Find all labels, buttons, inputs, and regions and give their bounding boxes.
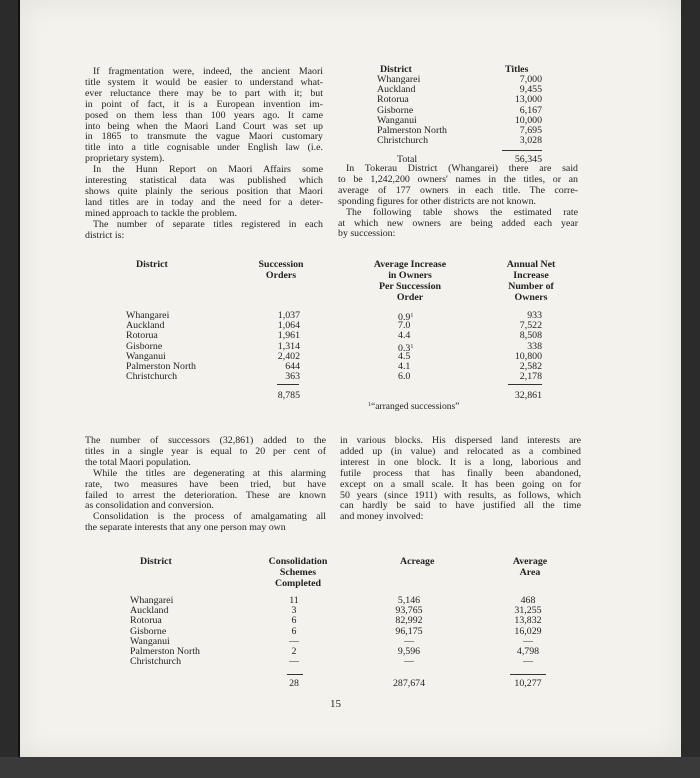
left-paragraphs-middle — [85, 436, 326, 534]
table-cell-district: Whangarei — [126, 310, 170, 321]
table-cell-district: Wanganui — [377, 114, 417, 126]
text-line: interesting statistical data was published which — [85, 175, 323, 187]
table-cell-orders: 1,037 — [277, 310, 300, 321]
table-cell-schemes: — — [289, 635, 299, 647]
table-cell-district: Palmerston North — [377, 124, 447, 136]
text-line: While the titles are degenerating at this alarming — [93, 467, 326, 479]
cons-acreage-column — [386, 596, 432, 667]
table-cell-district: Auckland — [377, 84, 416, 96]
table-cell-orders: 2,402 — [277, 350, 300, 362]
text-line: 50 years (since 1911) with results, as follows, which — [340, 489, 581, 501]
text-line: The following table shows the estimated rate — [346, 206, 578, 218]
table-cell-district: Rotorua — [377, 94, 409, 106]
table-cell-acreage: 82,992 — [395, 615, 423, 627]
succ-header-average: Average Increase in Owners Per Succession Order — [373, 259, 447, 303]
table-cell-area: — — [523, 635, 533, 647]
table-cell-average: 4.4 — [398, 330, 411, 342]
table-cell-titles: 7,695 — [519, 124, 542, 136]
table-cell-net: 933 — [527, 310, 542, 321]
cons-schemes-total: 28 — [289, 678, 299, 689]
table-cell-district: Wanganui — [130, 635, 170, 647]
table-cell-schemes: 3 — [291, 605, 297, 617]
cons-area-total: 10,277 — [514, 678, 542, 689]
table-cell-net: 2,582 — [519, 360, 542, 372]
text-line: shows quite plainly the serious position that Maori — [85, 185, 323, 197]
right-paragraphs-middle — [340, 436, 581, 523]
cons-area-rule — [510, 674, 546, 675]
cons-schemes-rule — [287, 674, 303, 675]
table-cell-acreage: — — [404, 635, 414, 647]
text-line: in various blocks. His dispersed land interests are — [340, 435, 581, 446]
table-cell-average: 4.1 — [398, 360, 411, 372]
text-line: The number of separate titles registered in each — [93, 218, 323, 230]
text-line: land titles are in today and the need for a deter- — [85, 196, 323, 208]
table-cell-average: 7.0 — [398, 320, 411, 332]
text-line: as consolidation and conversion. — [85, 500, 214, 512]
table-cell-titles: 7,000 — [519, 74, 542, 85]
text-line: to be 1,242,200 owners' names in the titles, or an — [338, 173, 578, 185]
table-cell-district: Christchurch — [126, 371, 178, 383]
text-line: into being when the Maori Land Court was set up — [85, 120, 323, 132]
titles-header-titles: Titles — [505, 64, 529, 75]
table-cell-titles: 10,000 — [514, 114, 542, 126]
table-cell-acreage: 96,175 — [395, 625, 423, 637]
cons-area-column — [508, 596, 548, 667]
text-line: Consolidation is the process of amalgamating all — [93, 511, 326, 523]
left-paragraphs-top — [85, 67, 323, 242]
table-cell-titles: 13,000 — [514, 94, 542, 106]
table-cell-net: 2,178 — [519, 371, 542, 383]
table-cell-district: Palmerston North — [130, 645, 200, 657]
titles-district-column — [377, 75, 447, 146]
table-cell-district: Whangarei — [130, 595, 174, 606]
text-line: interest in one block. It is a long, laborious and — [340, 456, 581, 468]
table-cell-district: Wanganui — [126, 350, 166, 362]
table-cell-schemes: 11 — [289, 595, 299, 606]
table-cell-area: 468 — [520, 595, 536, 606]
text-line: failed to arrest the deterioration. These are known — [85, 489, 326, 501]
text-line: average of 177 owners in each title. The corre- — [338, 184, 578, 196]
text-line: If fragmentation were, indeed, the ancient Maori — [93, 66, 323, 77]
table-cell-orders: 1,064 — [277, 320, 300, 332]
table-cell-district: Palmerston North — [126, 360, 196, 372]
table-cell-net: 8,508 — [519, 330, 542, 342]
table-cell-acreage: — — [404, 656, 414, 668]
succ-net-column — [500, 311, 542, 382]
text-line: except on a small scale. It has been going on for — [340, 478, 581, 490]
scan-border — [0, 757, 700, 778]
text-line: rate, two measures have been tried, but have — [85, 478, 326, 490]
cons-header-district: District — [140, 556, 172, 567]
table-cell-average: 6.0 — [398, 371, 411, 383]
succ-header-net: Annual Net Increase Number of Owners — [506, 259, 556, 303]
binding-edge — [18, 0, 20, 757]
table-cell-acreage: 93,765 — [395, 605, 423, 617]
text-line: title into a title cognisable under English law (i.e. — [85, 142, 323, 154]
table-cell-district: Gisborne — [377, 104, 414, 116]
table-cell-orders: 363 — [285, 371, 300, 383]
table-cell-titles: 9,455 — [519, 84, 542, 96]
succ-footnote: $^1$“arranged successions” — [368, 402, 460, 412]
table-cell-net: 10,800 — [514, 350, 542, 362]
text-line: In the Hunn Report on Maori Affairs some — [93, 164, 323, 176]
text-line: added up (in value) and relocated as a combined — [340, 445, 581, 457]
table-cell-district: Gisborne — [126, 340, 163, 352]
text-line: posed on them less than 100 years ago. It came — [85, 109, 323, 121]
table-cell-orders: 1,961 — [277, 330, 300, 342]
table-cell-schemes: — — [289, 656, 299, 668]
succ-net-total: 32,861 — [514, 390, 542, 401]
cons-header-area: Average Area — [512, 556, 548, 578]
titles-total-value: 56,345 — [514, 154, 542, 165]
text-line: title system it would be easier to understand what- — [85, 76, 323, 88]
table-cell-average: $0.9^1$ — [398, 312, 414, 323]
text-line: The number of successors (32,861) added to the — [85, 435, 326, 446]
table-cell-schemes: 2 — [291, 645, 297, 657]
table-cell-net: 7,522 — [519, 320, 542, 332]
table-cell-titles: 6,167 — [519, 104, 542, 116]
table-cell-net: 338 — [527, 340, 542, 352]
text-line: sponding figures for other districts are not known. — [338, 195, 537, 207]
right-paragraphs-top — [338, 164, 578, 240]
table-cell-area: 4,798 — [516, 645, 540, 657]
table-cell-area: 13,832 — [514, 615, 542, 627]
table-cell-district: Whangarei — [377, 74, 421, 85]
text-line: ever reluctance there may be to part with it; but — [85, 87, 323, 99]
table-cell-district: Gisborne — [130, 625, 167, 637]
table-cell-district: Rotorua — [126, 330, 158, 342]
succ-average-column — [398, 311, 413, 382]
table-cell-schemes: 6 — [291, 615, 297, 627]
succ-header-orders: Succession Orders — [258, 259, 304, 281]
table-cell-average: 4.5 — [398, 350, 411, 362]
table-cell-acreage: 5,146 — [397, 595, 421, 606]
text-line: futile process that has finally been abandoned, — [340, 467, 581, 479]
text-line: in 1865 to transmute the vague Maori customary — [85, 131, 323, 143]
text-line: at which new owners are being added each year — [338, 217, 578, 229]
succ-district-column — [126, 311, 196, 382]
table-cell-schemes: 6 — [291, 625, 297, 637]
titles-total-label: Total — [397, 154, 418, 165]
text-line: district is: — [85, 229, 125, 241]
text-line: In Tokerau District (Whangarei) there are said — [346, 163, 578, 174]
titles-header-district: District — [380, 64, 412, 75]
titles-value-column — [500, 75, 542, 146]
succ-header-district: District — [136, 259, 168, 270]
table-cell-district: Christchurch — [130, 656, 182, 668]
table-cell-district: Christchurch — [377, 135, 429, 147]
table-cell-titles: 3,028 — [519, 135, 542, 147]
text-line: the separate interests that any one person may own — [85, 522, 286, 534]
cons-header-acreage: Acreage — [400, 556, 435, 567]
table-cell-acreage: 9,596 — [397, 645, 421, 657]
table-cell-area: — — [523, 656, 533, 668]
text-line: the total Maori population. — [85, 456, 191, 468]
succ-orders-rule — [277, 384, 299, 385]
cons-schemes-column — [282, 596, 306, 667]
text-line: proprietary system). — [85, 153, 165, 165]
text-line: and money involved: — [340, 511, 424, 523]
table-cell-orders: 644 — [285, 360, 300, 372]
succ-orders-total: 8,785 — [277, 390, 300, 401]
cons-district-column — [130, 596, 200, 667]
table-cell-district: Auckland — [126, 320, 165, 332]
titles-total-rule — [502, 150, 542, 151]
text-line: titles in a single year is equal to 20 per cent of — [85, 445, 326, 457]
text-line: by succession: — [338, 228, 396, 240]
table-cell-district: Rotorua — [130, 615, 162, 627]
page-number: 15 — [330, 698, 341, 710]
text-line: in point of fact, it is a European invention im- — [85, 98, 323, 110]
cons-acreage-total: 287,674 — [392, 678, 426, 689]
text-line: mined approach to tackle the problem. — [85, 207, 237, 219]
succ-orders-column — [266, 311, 300, 382]
cons-header-schemes: Consolidation Schemes Completed — [268, 556, 328, 589]
text-line: can hardly be said to have justified all the time — [340, 500, 581, 512]
table-cell-area: 16,029 — [514, 625, 542, 637]
table-cell-average: $0.3^1$ — [398, 342, 414, 354]
table-cell-area: 31,255 — [514, 605, 542, 617]
succ-net-rule — [508, 384, 542, 385]
table-cell-orders: 1,314 — [277, 340, 300, 352]
table-cell-district: Auckland — [130, 605, 169, 617]
